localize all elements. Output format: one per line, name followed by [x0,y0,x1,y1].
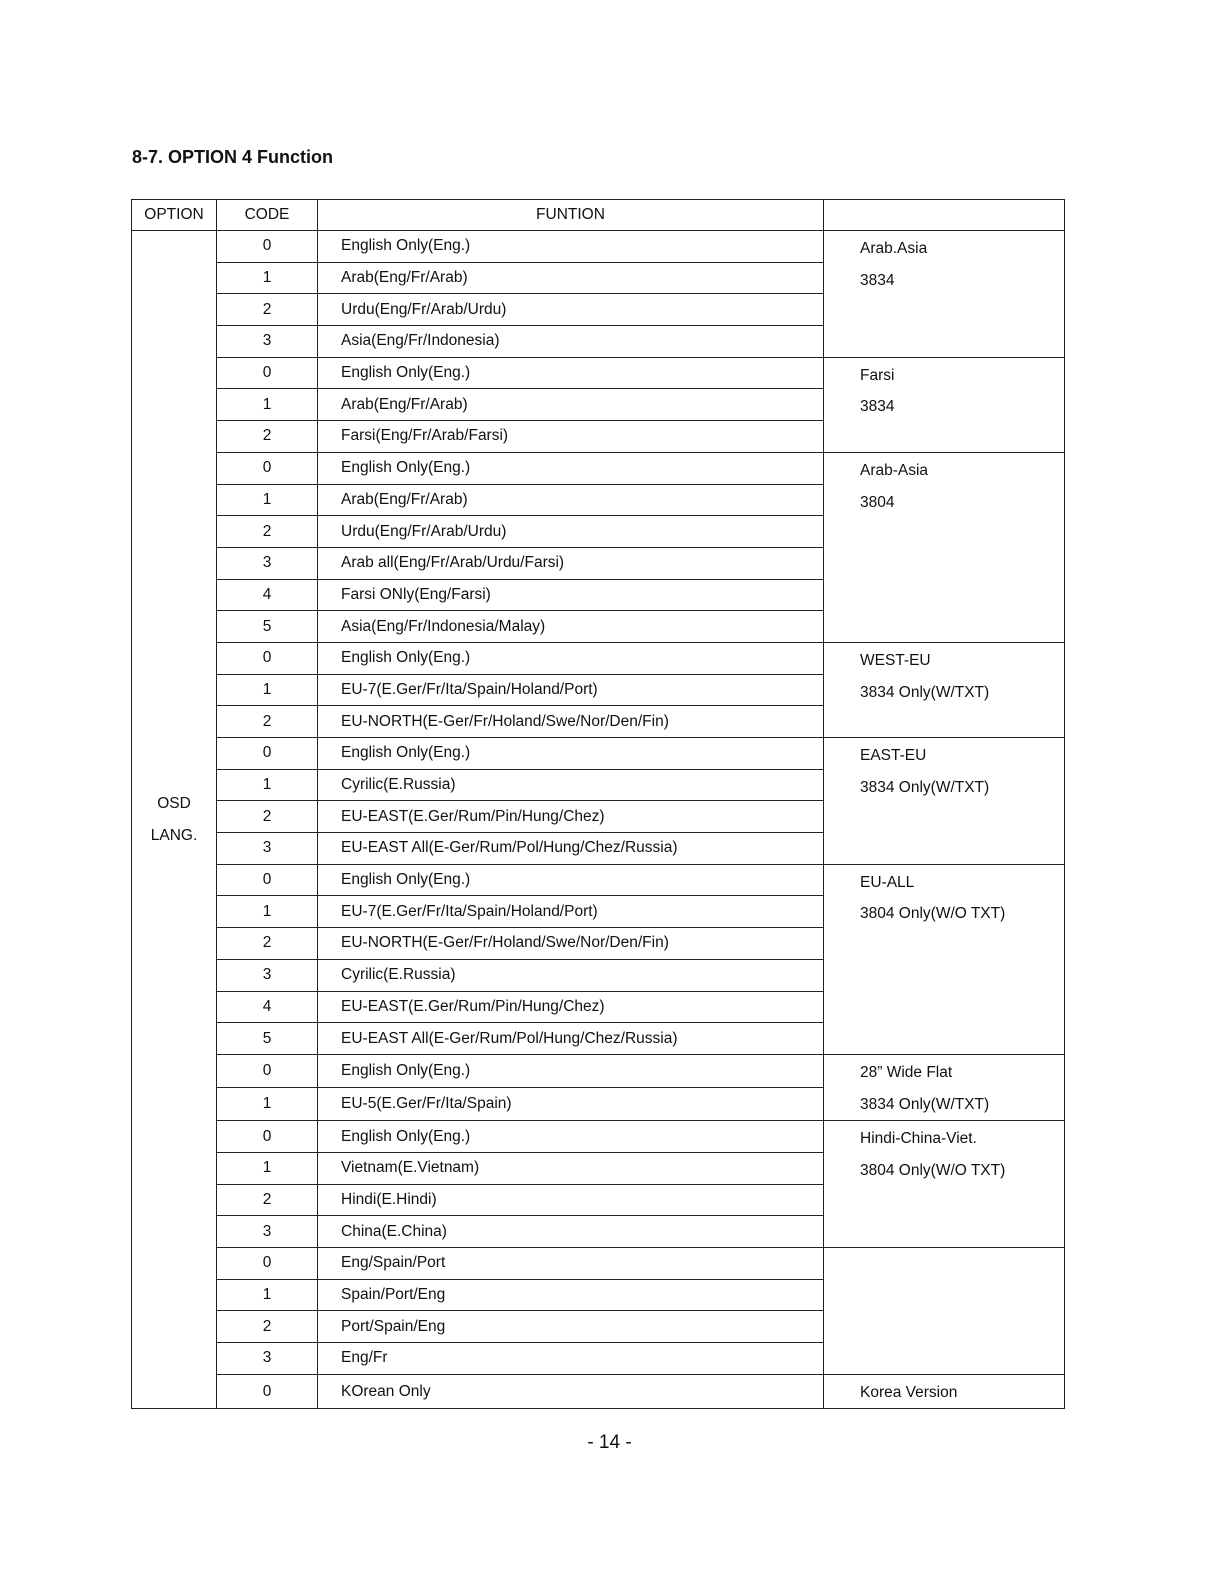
function-cell: Arab(Eng/Fr/Arab) [318,389,824,421]
group-note-line1: Farsi [860,366,895,384]
code-cell: 3 [217,1216,318,1248]
code-cell: 3 [217,833,318,865]
code-cell: 0 [217,1121,318,1153]
function-cell: Asia(Eng/Fr/Indonesia/Malay) [318,611,824,643]
code-cell: 4 [217,991,318,1023]
function-cell: EU-NORTH(E-Ger/Fr/Holand/Swe/Nor/Den/Fin) [318,706,824,738]
function-cell: EU-EAST All(E-Ger/Rum/Pol/Hung/Chez/Russia) [318,833,824,865]
code-cell: 1 [217,389,318,421]
function-cell: EU-7(E.Ger/Fr/Ita/Spain/Holand/Port) [318,674,824,706]
group-note-cell [824,864,1065,1054]
function-cell: English Only(Eng.) [318,642,824,674]
group-note-line2: 3834 Only(W/TXT) [860,683,990,701]
function-cell: EU-7(E.Ger/Fr/Ita/Spain/Holand/Port) [318,896,824,928]
function-cell: KOrean Only [318,1374,824,1409]
group-note-line1: WEST-EU [860,651,931,669]
group-note-line1: Arab.Asia [860,240,928,257]
function-cell: Spain/Port/Eng [318,1279,824,1311]
function-cell: Cyrilic(E.Russia) [318,959,824,991]
code-cell: 3 [217,1343,318,1375]
code-cell: 1 [217,1279,318,1311]
group-note-cell [824,1374,1065,1409]
function-cell: Urdu(Eng/Fr/Arab/Urdu) [318,294,824,326]
function-cell: Arab(Eng/Fr/Arab) [318,262,824,294]
function-cell: Asia(Eng/Fr/Indonesia) [318,326,824,358]
function-cell: EU-EAST(E.Ger/Rum/Pin/Hung/Chez) [318,991,824,1023]
option-label-line2: LANG. [150,826,198,844]
code-cell: 1 [217,262,318,294]
table-row [132,1248,1065,1280]
table-row [132,642,1065,674]
function-cell: Eng/Fr [318,1343,824,1375]
header-code: CODE [217,200,318,231]
group-note-cell [824,231,1065,358]
function-cell: Cyrilic(E.Russia) [318,769,824,801]
group-note-line2: 3804 [860,493,895,511]
function-cell: Vietnam(E.Vietnam) [318,1152,824,1184]
function-cell: English Only(Eng.) [318,357,824,389]
code-cell: 1 [217,769,318,801]
table-row [132,1121,1065,1153]
code-cell: 2 [217,421,318,453]
code-cell: 2 [217,1311,318,1343]
code-cell: 1 [217,484,318,516]
function-cell: EU-EAST All(E-Ger/Rum/Pol/Hung/Chez/Russia) [318,1023,824,1055]
code-cell: 4 [217,579,318,611]
code-cell: 2 [217,801,318,833]
function-cell: Urdu(Eng/Fr/Arab/Urdu) [318,516,824,548]
code-cell: 1 [217,896,318,928]
code-cell: 0 [217,231,318,263]
group-note-line2: 3834 [860,398,895,416]
function-cell: English Only(Eng.) [318,231,824,263]
function-cell: Farsi ONly(Eng/Farsi) [318,579,824,611]
code-cell: 0 [217,357,318,389]
code-cell: 2 [217,928,318,960]
group-note-line2: 3834 [860,271,895,289]
group-note-cell [824,1121,1065,1248]
table-row [132,738,1065,770]
code-cell: 3 [217,326,318,358]
table-row [132,231,1065,263]
function-cell: China(E.China) [318,1216,824,1248]
table-row [132,1374,1065,1409]
group-note-line2: 3804 Only(W/O TXT) [860,905,1006,923]
code-cell: 1 [217,674,318,706]
function-cell: Port/Spain/Eng [318,1311,824,1343]
code-cell: 2 [217,706,318,738]
code-cell: 0 [217,1054,318,1087]
function-cell: EU-EAST(E.Ger/Rum/Pin/Hung/Chez) [318,801,824,833]
code-cell: 5 [217,1023,318,1055]
function-cell: Arab(Eng/Fr/Arab) [318,484,824,516]
table-row [132,1054,1065,1087]
function-cell: Arab all(Eng/Fr/Arab/Urdu/Farsi) [318,547,824,579]
group-note-line2: 3834 Only(W/TXT) [860,778,990,796]
table-row [132,452,1065,484]
page-number: - 14 - [587,1432,632,1453]
function-cell: English Only(Eng.) [318,1054,824,1087]
function-cell: English Only(Eng.) [318,1121,824,1153]
group-note-line2: 3804 Only(W/O TXT) [860,1161,1006,1179]
group-note-line1: Hindi-China-Viet. [860,1130,977,1148]
code-cell: 2 [217,294,318,326]
function-cell: EU-NORTH(E-Ger/Fr/Holand/Swe/Nor/Den/Fin) [318,928,824,960]
function-cell: English Only(Eng.) [318,738,824,770]
function-cell: Eng/Spain/Port [318,1248,824,1280]
group-note-cell [824,452,1065,642]
group-note-cell [824,642,1065,737]
group-note-line1: EU-ALL [860,873,915,891]
code-cell: 1 [217,1152,318,1184]
table-row [132,864,1065,896]
function-cell: English Only(Eng.) [318,452,824,484]
code-cell: 0 [217,738,318,770]
group-note-line2: 3834 Only(W/TXT) [860,1095,990,1113]
header-row [132,200,1065,231]
code-cell: 0 [217,452,318,484]
header-function: FUNTION [318,200,824,231]
code-cell: 5 [217,611,318,643]
code-cell: 0 [217,642,318,674]
code-cell: 3 [217,959,318,991]
table-body [132,231,1065,1409]
option-label-line1: OSD [157,795,191,813]
group-note-line1: 28” Wide Flat [860,1063,953,1081]
group-note-cell [824,1248,1065,1375]
code-cell: 1 [217,1088,318,1121]
section-heading: 8-7. OPTION 4 Function [132,147,334,167]
code-cell: 3 [217,547,318,579]
code-cell: 2 [217,516,318,548]
group-note-cell [824,357,1065,452]
option-label-cell [132,231,217,1409]
function-cell: English Only(Eng.) [318,864,824,896]
option-table [131,199,1065,1409]
group-note-line1: EAST-EU [860,747,927,764]
group-note-line1: Korea Version [860,1383,958,1401]
function-cell: EU-5(E.Ger/Fr/Ita/Spain) [318,1088,824,1121]
code-cell: 0 [217,1248,318,1280]
header-option: OPTION [132,200,217,231]
function-cell: Hindi(E.Hindi) [318,1184,824,1216]
group-note-cell [824,738,1065,865]
function-cell: Farsi(Eng/Fr/Arab/Farsi) [318,421,824,453]
group-note-line1: Arab-Asia [860,461,929,479]
header-note [824,200,1065,231]
group-note-cell [824,1054,1065,1120]
code-cell: 0 [217,864,318,896]
code-cell: 0 [217,1374,318,1409]
code-cell: 2 [217,1184,318,1216]
table-row [132,357,1065,389]
